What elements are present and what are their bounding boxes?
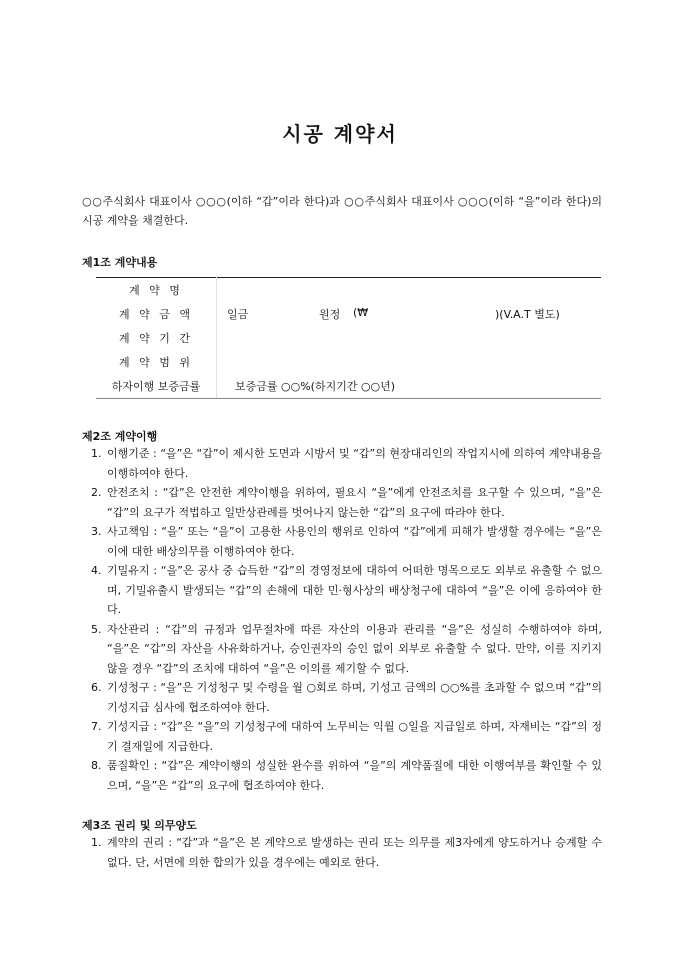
contract-details-table — [96, 277, 601, 399]
article3-list — [82, 833, 602, 872]
row-label-contract-name: 계 약 명 — [96, 278, 217, 303]
amount-suffix: )(V.A.T 별도) — [495, 308, 560, 321]
amount-prefix: 일금 — [227, 308, 249, 321]
list-item: 8. 품질확인 : “갑”은 계약이행의 성실한 완수를 위하여 “을”의 계약품질에 대한 이행여부를 확인할 수 있으며, “을”은 “갑”의 요구에 협조하여야 한다. — [91, 759, 602, 792]
row-label-contract-scope: 계 약 범 위 — [96, 350, 217, 374]
list-item: 3. 사고책임 : “을” 또는 “을”이 고용한 사용인의 행위로 인하여 “갑”에게 피해가 발생할 경우에는 “을”은 이에 대한 배상의무를 이행하여야 한다. — [91, 525, 602, 558]
list-item: 2. 안전조치 : “갑”은 안전한 계약이행을 위하여, 필요시 “을”에게 안전조치를 요구할 수 있으며, “을”은 “갑”의 요구가 적법하고 일반상관례를 벗어나지 않는한 “갑”의 요구에 따라야 한다. — [91, 486, 602, 519]
list-item: 4. 기밀유지 : “을”은 공사 중 습득한 “갑”의 경영정보에 대하여 어떠한 명목으로도 외부로 유출할 수 없으며, 기밀유출시 발생되는 “갑”의 손해에 대한 민·형사상의 배상청구에 대하여 “을”은 이에 응하여야 한다. — [91, 564, 602, 616]
list-item: 5. 자산관리 : “갑”의 규정과 업무절차에 따른 자산의 이용과 관리를 “을”은 성실히 수행하여야 하며, “을”은 “갑”의 자산을 사유화하거나, 승인권자의 승인 없이 외부로 유출할 수 없다. 만약, 이를 지키지 않을 경우 “갑”의 조치에 대하여 “을”은 이의를 제기할 수 없다. — [91, 622, 602, 675]
list-item: 6. 기성청구 : “을”은 기성청구 및 수령을 월 ○회로 하며, 기성고 금액의 ○○%를 초과할 수 없으며 “갑”의 기성지급 심사에 협조하여야 한다. — [91, 681, 602, 714]
table-row — [96, 326, 601, 350]
article3-heading: 제3조 권리 및 의무양도 — [82, 819, 197, 832]
list-item: 1. 계약의 권리 : “갑”과 “을”은 본 계약으로 발생하는 권리 또는 의무를 제3자에게 양도하거나 승계할 수 없다. 단, 서면에 의한 합의가 있을 경우에는 예외로 한다. — [91, 836, 602, 869]
row-label-contract-period: 계 약 기 간 — [96, 326, 217, 350]
row-label-contract-amount: 계 약 금 액 — [96, 302, 217, 326]
amount-won: 원정 — [319, 308, 341, 321]
row-value-contract-period — [217, 326, 602, 350]
article2-list — [82, 444, 602, 795]
article1-heading: 제1조 계약내용 — [82, 256, 158, 269]
table-row — [96, 302, 601, 326]
table-row — [96, 350, 601, 374]
table-row — [96, 278, 601, 303]
row-value-warranty-rate: 보증금률 ○○%(하지기간 ○○년) — [217, 374, 602, 399]
row-value-contract-amount — [217, 302, 602, 326]
article2-heading: 제2조 계약이행 — [82, 430, 158, 443]
list-item: 1. 이행기준 : “을”은 “갑”이 제시한 도면과 시방서 및 “갑”의 현장대리인의 작업지시에 의하여 계약내용을 이행하여야 한다. — [91, 447, 602, 480]
row-value-contract-scope — [217, 350, 602, 374]
row-value-contract-name — [217, 278, 602, 303]
row-label-warranty-rate: 하자이행 보증금률 — [96, 374, 217, 399]
list-item: 7. 기성지급 : “갑”은 “을”의 기성청구에 대하여 노무비는 익월 ○일을 지급일로 하며, 자재비는 “갑”의 정기 결재일에 지급한다. — [91, 720, 602, 753]
table-row — [96, 374, 601, 399]
amount-symbol: (₩ — [353, 306, 369, 319]
intro-paragraph: ○○주식회사 대표이사 ○○○(이하 “갑”이라 한다)과 ○○주식회사 대표이사 ○○○(이하 “을”이라 한다)의 시공 계약을 채결한다. — [82, 195, 602, 227]
document-title: 시공 계약서 — [282, 122, 398, 146]
